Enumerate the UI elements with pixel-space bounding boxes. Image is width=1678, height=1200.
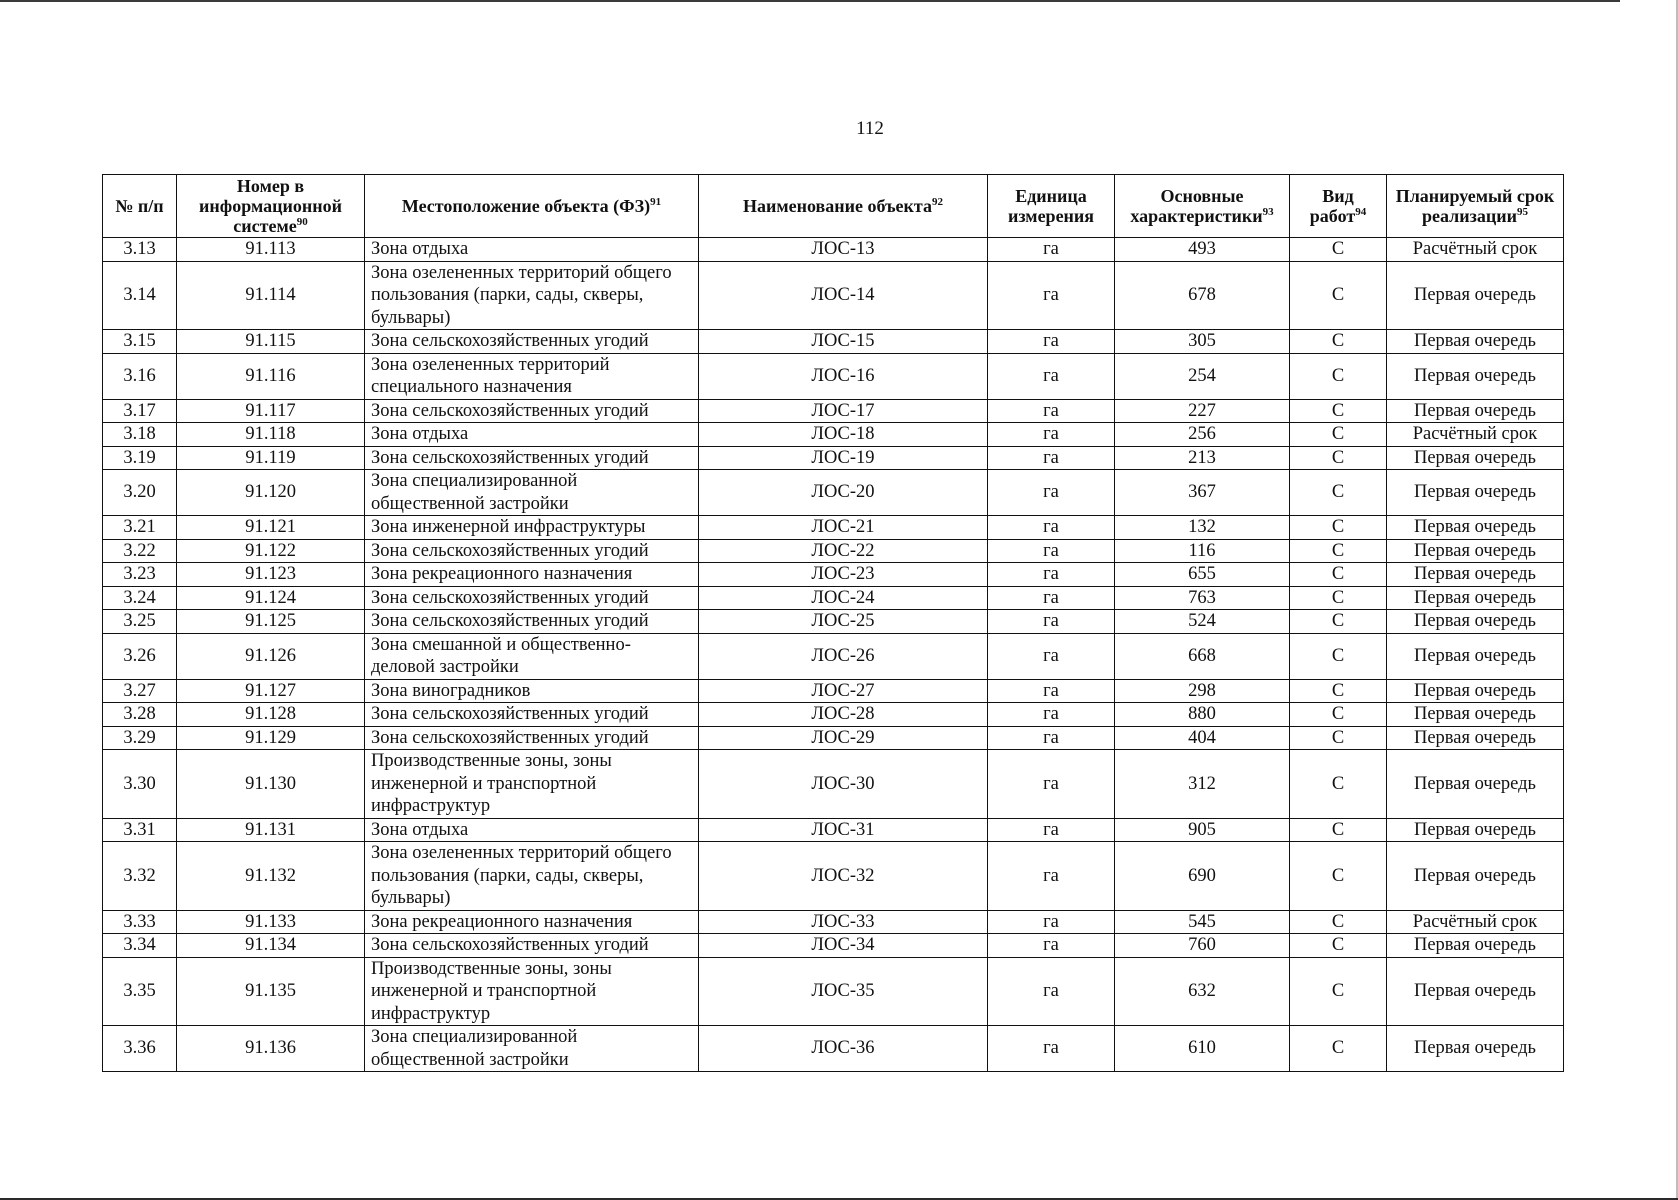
cell-object-name: ЛОС-29: [699, 726, 988, 750]
cell-number: 3.20: [103, 470, 177, 516]
cell-object-name: ЛОС-32: [699, 842, 988, 911]
cell-object-name: ЛОС-22: [699, 539, 988, 563]
cell-work-type: С: [1290, 957, 1387, 1026]
cell-characteristics: 298: [1115, 679, 1290, 703]
header-label: Наименование объекта: [743, 196, 932, 216]
cell-work-type: С: [1290, 446, 1387, 470]
cell-location: Зона отдыха: [365, 238, 699, 262]
cell-unit: га: [988, 818, 1115, 842]
cell-number: 3.28: [103, 703, 177, 727]
cell-term: Первая очередь: [1387, 399, 1564, 423]
cell-work-type: С: [1290, 516, 1387, 540]
cell-unit: га: [988, 563, 1115, 587]
table-row: [103, 818, 1564, 842]
scan-edge-top: [0, 0, 1620, 2]
cell-characteristics: 690: [1115, 842, 1290, 911]
cell-system-id: 91.124: [177, 586, 365, 610]
cell-number: 3.19: [103, 446, 177, 470]
cell-object-name: ЛОС-20: [699, 470, 988, 516]
cell-location: Зона сельскохозяйственных угодий: [365, 703, 699, 727]
cell-system-id: 91.130: [177, 750, 365, 819]
cell-number: 3.31: [103, 818, 177, 842]
cell-system-id: 91.121: [177, 516, 365, 540]
cell-location: Зона озелененных территорий общего пользования (парки, сады, скверы, бульвары): [365, 261, 699, 330]
header-label: № п/п: [115, 196, 164, 216]
cell-term: Первая очередь: [1387, 353, 1564, 399]
table-row: [103, 586, 1564, 610]
cell-characteristics: 404: [1115, 726, 1290, 750]
cell-unit: га: [988, 726, 1115, 750]
cell-unit: га: [988, 633, 1115, 679]
cell-system-id: 91.114: [177, 261, 365, 330]
cell-object-name: ЛОС-18: [699, 423, 988, 447]
cell-system-id: 91.126: [177, 633, 365, 679]
cell-characteristics: 668: [1115, 633, 1290, 679]
table-row: [103, 261, 1564, 330]
cell-location: Зона сельскохозяйственных угодий: [365, 586, 699, 610]
cell-system-id: 91.125: [177, 610, 365, 634]
cell-term: Расчётный срок: [1387, 238, 1564, 262]
cell-system-id: 91.117: [177, 399, 365, 423]
table-row: [103, 842, 1564, 911]
cell-number: 3.21: [103, 516, 177, 540]
cell-term: Первая очередь: [1387, 818, 1564, 842]
footnote-ref: 91: [650, 196, 662, 208]
cell-number: 3.14: [103, 261, 177, 330]
cell-number: 3.36: [103, 1026, 177, 1072]
table-row: [103, 330, 1564, 354]
cell-location: Зона сельскохозяйственных угодий: [365, 399, 699, 423]
table-row: [103, 563, 1564, 587]
cell-characteristics: 763: [1115, 586, 1290, 610]
cell-characteristics: 116: [1115, 539, 1290, 563]
cell-term: Расчётный срок: [1387, 423, 1564, 447]
cell-location: Производственные зоны, зоны инженерной и транспортной инфраструктур: [365, 750, 699, 819]
cell-characteristics: 880: [1115, 703, 1290, 727]
cell-object-name: ЛОС-36: [699, 1026, 988, 1072]
footnote-ref: 93: [1262, 206, 1274, 218]
table-row: [103, 446, 1564, 470]
cell-number: 3.34: [103, 934, 177, 958]
cell-work-type: С: [1290, 399, 1387, 423]
cell-object-name: ЛОС-34: [699, 934, 988, 958]
cell-term: Первая очередь: [1387, 446, 1564, 470]
col-header-object-name: [699, 175, 988, 238]
cell-term: Первая очередь: [1387, 563, 1564, 587]
cell-system-id: 91.136: [177, 1026, 365, 1072]
cell-work-type: С: [1290, 750, 1387, 819]
cell-number: 3.29: [103, 726, 177, 750]
table-body: [103, 238, 1564, 1072]
col-header-work-type: [1290, 175, 1387, 238]
table-row: [103, 633, 1564, 679]
cell-work-type: С: [1290, 261, 1387, 330]
cell-term: Первая очередь: [1387, 633, 1564, 679]
cell-work-type: С: [1290, 586, 1387, 610]
cell-object-name: ЛОС-15: [699, 330, 988, 354]
cell-work-type: С: [1290, 633, 1387, 679]
table-row: [103, 750, 1564, 819]
cell-unit: га: [988, 1026, 1115, 1072]
cell-work-type: С: [1290, 330, 1387, 354]
cell-number: 3.24: [103, 586, 177, 610]
cell-unit: га: [988, 703, 1115, 727]
cell-work-type: С: [1290, 703, 1387, 727]
cell-number: 3.25: [103, 610, 177, 634]
cell-term: Первая очередь: [1387, 679, 1564, 703]
cell-work-type: С: [1290, 238, 1387, 262]
cell-object-name: ЛОС-23: [699, 563, 988, 587]
col-header-unit: [988, 175, 1115, 238]
cell-system-id: 91.134: [177, 934, 365, 958]
table-header-row: [103, 175, 1564, 238]
page-number: 112: [856, 118, 884, 139]
cell-work-type: С: [1290, 818, 1387, 842]
cell-characteristics: 632: [1115, 957, 1290, 1026]
cell-location: Зона рекреационного назначения: [365, 910, 699, 934]
cell-object-name: ЛОС-21: [699, 516, 988, 540]
table-row: [103, 610, 1564, 634]
cell-system-id: 91.123: [177, 563, 365, 587]
cell-number: 3.13: [103, 238, 177, 262]
table-row: [103, 423, 1564, 447]
table-row: [103, 539, 1564, 563]
cell-object-name: ЛОС-30: [699, 750, 988, 819]
cell-characteristics: 678: [1115, 261, 1290, 330]
cell-work-type: С: [1290, 563, 1387, 587]
cell-term: Первая очередь: [1387, 470, 1564, 516]
cell-unit: га: [988, 446, 1115, 470]
col-header-term: [1387, 175, 1564, 238]
table-row: [103, 726, 1564, 750]
cell-unit: га: [988, 586, 1115, 610]
footnote-ref: 95: [1516, 206, 1528, 218]
cell-location: Производственные зоны, зоны инженерной и транспортной инфраструктур: [365, 957, 699, 1026]
cell-unit: га: [988, 934, 1115, 958]
cell-object-name: ЛОС-28: [699, 703, 988, 727]
cell-unit: га: [988, 516, 1115, 540]
cell-characteristics: 655: [1115, 563, 1290, 587]
cell-location: Зона рекреационного назначения: [365, 563, 699, 587]
cell-term: Первая очередь: [1387, 261, 1564, 330]
cell-characteristics: 610: [1115, 1026, 1290, 1072]
cell-location: Зона специализированной общественной застройки: [365, 1026, 699, 1072]
cell-number: 3.27: [103, 679, 177, 703]
cell-system-id: 91.120: [177, 470, 365, 516]
header-label: Местоположение объекта (ФЗ): [401, 196, 651, 216]
objects-table: [102, 174, 1564, 1072]
cell-location: Зона виноградников: [365, 679, 699, 703]
cell-location: Зона отдыха: [365, 423, 699, 447]
cell-location: Зона сельскохозяйственных угодий: [365, 539, 699, 563]
cell-characteristics: 305: [1115, 330, 1290, 354]
cell-work-type: С: [1290, 470, 1387, 516]
cell-term: Расчётный срок: [1387, 910, 1564, 934]
cell-unit: га: [988, 842, 1115, 911]
cell-number: 3.30: [103, 750, 177, 819]
cell-object-name: ЛОС-16: [699, 353, 988, 399]
cell-location: Зона сельскохозяйственных угодий: [365, 934, 699, 958]
cell-term: Первая очередь: [1387, 957, 1564, 1026]
cell-system-id: 91.133: [177, 910, 365, 934]
footnote-ref: 94: [1355, 206, 1367, 218]
cell-location: Зона сельскохозяйственных угодий: [365, 330, 699, 354]
cell-term: Первая очередь: [1387, 586, 1564, 610]
cell-unit: га: [988, 330, 1115, 354]
cell-number: 3.33: [103, 910, 177, 934]
cell-object-name: ЛОС-33: [699, 910, 988, 934]
cell-term: Первая очередь: [1387, 726, 1564, 750]
header-label: Основные характеристики: [1130, 186, 1263, 226]
cell-characteristics: 545: [1115, 910, 1290, 934]
cell-system-id: 91.127: [177, 679, 365, 703]
cell-system-id: 91.118: [177, 423, 365, 447]
cell-characteristics: 524: [1115, 610, 1290, 634]
cell-system-id: 91.128: [177, 703, 365, 727]
cell-system-id: 91.132: [177, 842, 365, 911]
cell-system-id: 91.129: [177, 726, 365, 750]
cell-system-id: 91.119: [177, 446, 365, 470]
cell-number: 3.17: [103, 399, 177, 423]
footnote-ref: 90: [296, 216, 308, 228]
cell-system-id: 91.113: [177, 238, 365, 262]
col-header-location: [365, 175, 699, 238]
cell-location: Зона сельскохозяйственных угодий: [365, 446, 699, 470]
cell-term: Первая очередь: [1387, 516, 1564, 540]
cell-work-type: С: [1290, 910, 1387, 934]
table-row: [103, 679, 1564, 703]
cell-term: Первая очередь: [1387, 539, 1564, 563]
cell-work-type: С: [1290, 539, 1387, 563]
cell-location: Зона специализированной общественной застройки: [365, 470, 699, 516]
cell-work-type: С: [1290, 726, 1387, 750]
col-header-characteristics: [1115, 175, 1290, 238]
cell-object-name: ЛОС-24: [699, 586, 988, 610]
cell-work-type: С: [1290, 934, 1387, 958]
table-row: [103, 1026, 1564, 1072]
cell-term: Первая очередь: [1387, 750, 1564, 819]
cell-number: 3.22: [103, 539, 177, 563]
cell-characteristics: 254: [1115, 353, 1290, 399]
cell-unit: га: [988, 750, 1115, 819]
cell-unit: га: [988, 423, 1115, 447]
cell-location: Зона озелененных территорий специального назначения: [365, 353, 699, 399]
cell-object-name: ЛОС-19: [699, 446, 988, 470]
cell-work-type: С: [1290, 1026, 1387, 1072]
col-header-system-id: [177, 175, 365, 238]
cell-term: Первая очередь: [1387, 703, 1564, 727]
table-row: [103, 238, 1564, 262]
cell-unit: га: [988, 539, 1115, 563]
header-label: Планируемый срок реализации: [1395, 186, 1555, 226]
cell-number: 3.35: [103, 957, 177, 1026]
header-label: Вид работ: [1309, 186, 1356, 226]
cell-characteristics: 367: [1115, 470, 1290, 516]
cell-work-type: С: [1290, 423, 1387, 447]
cell-term: Первая очередь: [1387, 934, 1564, 958]
cell-unit: га: [988, 399, 1115, 423]
col-header-number: [103, 175, 177, 238]
cell-object-name: ЛОС-25: [699, 610, 988, 634]
cell-number: 3.26: [103, 633, 177, 679]
cell-unit: га: [988, 261, 1115, 330]
cell-term: Первая очередь: [1387, 610, 1564, 634]
cell-object-name: ЛОС-27: [699, 679, 988, 703]
cell-characteristics: 132: [1115, 516, 1290, 540]
cell-unit: га: [988, 910, 1115, 934]
cell-location: Зона отдыха: [365, 818, 699, 842]
cell-number: 3.16: [103, 353, 177, 399]
cell-work-type: С: [1290, 353, 1387, 399]
table-row: [103, 957, 1564, 1026]
cell-object-name: ЛОС-14: [699, 261, 988, 330]
cell-characteristics: 227: [1115, 399, 1290, 423]
footnote-ref: 92: [931, 196, 943, 208]
cell-number: 3.32: [103, 842, 177, 911]
cell-characteristics: 213: [1115, 446, 1290, 470]
table-row: [103, 934, 1564, 958]
cell-system-id: 91.131: [177, 818, 365, 842]
cell-location: Зона сельскохозяйственных угодий: [365, 726, 699, 750]
cell-location: Зона инженерной инфраструктуры: [365, 516, 699, 540]
cell-object-name: ЛОС-26: [699, 633, 988, 679]
cell-object-name: ЛОС-31: [699, 818, 988, 842]
cell-work-type: С: [1290, 610, 1387, 634]
cell-system-id: 91.116: [177, 353, 365, 399]
cell-object-name: ЛОС-13: [699, 238, 988, 262]
cell-system-id: 91.115: [177, 330, 365, 354]
header-label: Номер в информационной системе: [199, 176, 342, 236]
table-row: [103, 399, 1564, 423]
cell-number: 3.23: [103, 563, 177, 587]
cell-unit: га: [988, 238, 1115, 262]
cell-system-id: 91.122: [177, 539, 365, 563]
cell-number: 3.18: [103, 423, 177, 447]
header-label: Единица измерения: [1007, 186, 1095, 226]
cell-term: Первая очередь: [1387, 330, 1564, 354]
table-row: [103, 910, 1564, 934]
cell-unit: га: [988, 353, 1115, 399]
cell-characteristics: 256: [1115, 423, 1290, 447]
cell-characteristics: 760: [1115, 934, 1290, 958]
cell-system-id: 91.135: [177, 957, 365, 1026]
cell-location: Зона сельскохозяйственных угодий: [365, 610, 699, 634]
cell-characteristics: 905: [1115, 818, 1290, 842]
cell-location: Зона смешанной и общественно-деловой застройки: [365, 633, 699, 679]
cell-unit: га: [988, 957, 1115, 1026]
cell-characteristics: 493: [1115, 238, 1290, 262]
cell-object-name: ЛОС-35: [699, 957, 988, 1026]
cell-characteristics: 312: [1115, 750, 1290, 819]
cell-unit: га: [988, 610, 1115, 634]
cell-object-name: ЛОС-17: [699, 399, 988, 423]
table-row: [103, 353, 1564, 399]
cell-unit: га: [988, 470, 1115, 516]
cell-number: 3.15: [103, 330, 177, 354]
cell-location: Зона озелененных территорий общего пользования (парки, сады, скверы, бульвары): [365, 842, 699, 911]
table-row: [103, 470, 1564, 516]
table-row: [103, 516, 1564, 540]
table-row: [103, 703, 1564, 727]
cell-term: Первая очередь: [1387, 1026, 1564, 1072]
cell-term: Первая очередь: [1387, 842, 1564, 911]
cell-work-type: С: [1290, 679, 1387, 703]
cell-work-type: С: [1290, 842, 1387, 911]
cell-unit: га: [988, 679, 1115, 703]
